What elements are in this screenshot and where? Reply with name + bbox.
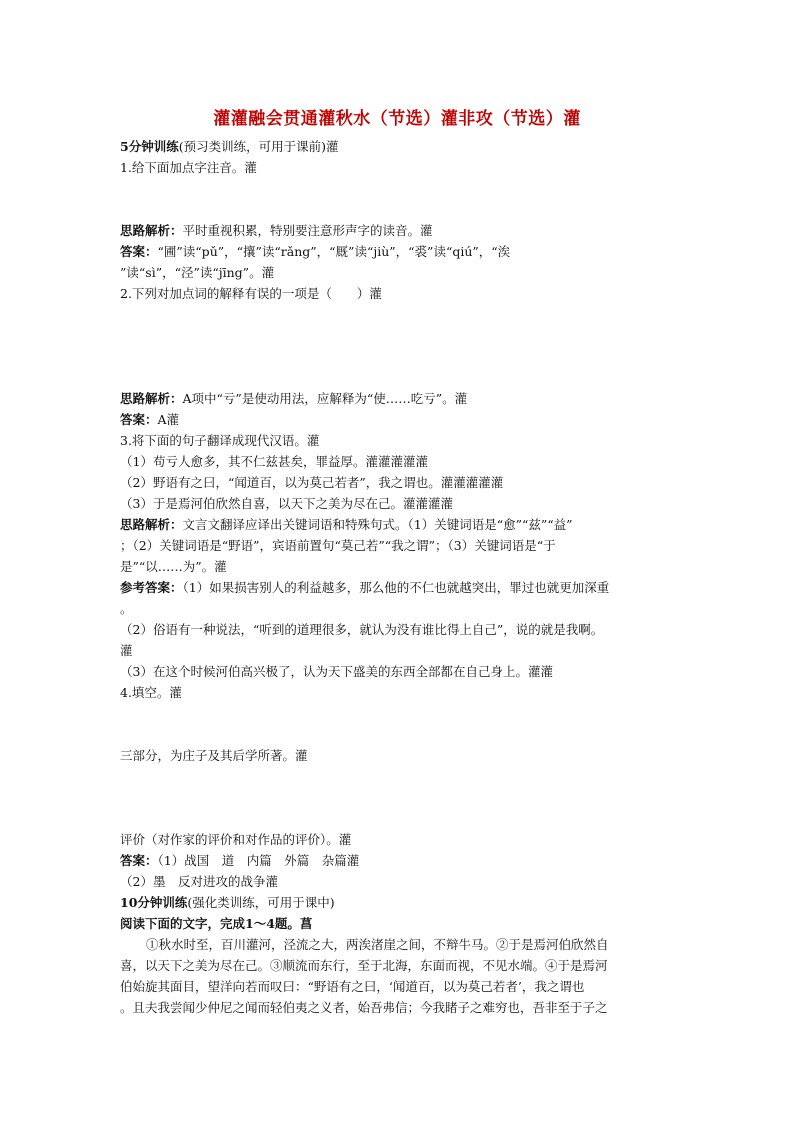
section-2-header bbox=[120, 893, 680, 913]
answer-label: 答案： bbox=[120, 412, 158, 427]
section-1-note: (预习类训练，可用于课前)灌 bbox=[178, 139, 339, 154]
q4-prompt: 4.填空。灌 bbox=[120, 685, 182, 700]
answer-label: 答案： bbox=[120, 853, 158, 868]
q3-reference-2-cont: 灌 bbox=[120, 643, 133, 658]
q3-hint bbox=[120, 515, 680, 535]
q2-hint bbox=[120, 389, 680, 409]
q2-prompt: 2.下列对加点词的解释有误的一项是（ ）灌 bbox=[120, 286, 382, 301]
q1-prompt: 1.给下面加点字注音。灌 bbox=[120, 160, 257, 175]
q3-item: （1）苟亏人愈多，其不仁兹甚矣，罪益厚。灌灌灌灌灌 bbox=[120, 454, 428, 469]
q4-answer-2: （2）墨 反对进攻的战争灌 bbox=[120, 874, 278, 889]
section-2-label: 10分钟训练 bbox=[120, 895, 188, 910]
reference-text: （1）如果损害别人的利益越多，那么他的不仁也就越突出，罪过也就更加深重 bbox=[182, 580, 610, 595]
answer-text: A灌 bbox=[157, 412, 180, 427]
q1-answer-cont: ”读“sì”，“泾”读“jīng”。灌 bbox=[120, 265, 275, 280]
q3-hint-cont: 是”“以……为”。灌 bbox=[120, 559, 227, 574]
q2-answer bbox=[120, 410, 680, 430]
hint-text: 平时重视积累，特别要注意形声字的读音。灌 bbox=[182, 223, 433, 238]
passage-line: ①秋水时至，百川灌河，泾流之大，两涘渚崖之间，不辩牛马。②于是焉河伯欣然自 bbox=[146, 937, 609, 952]
q4-hint-cont: 评价（对作家的评价和对作品的评价）。灌 bbox=[120, 832, 352, 847]
q3-item: （2）野语有之曰，“闻道百，以为莫己若者”，我之谓也。灌灌灌灌灌 bbox=[120, 475, 504, 490]
q3-reference-cont: 。 bbox=[120, 601, 133, 616]
q1-answer bbox=[120, 242, 680, 262]
q1-hint bbox=[120, 221, 680, 241]
reading-instruction: 阅读下面的文字，完成1～4题。菖 bbox=[120, 916, 313, 931]
q3-reference bbox=[120, 578, 680, 598]
passage-line: 伯始旋其面目，望洋向若而叹曰：“野语有之曰，‘闻道百，以为莫己若者’，我之谓也 bbox=[120, 979, 585, 994]
hint-text: 文言文翻译应译出关键词语和特殊句式。（1）关键词语是“愈”“兹”“益” bbox=[182, 517, 573, 532]
passage-line: 。且夫我尝闻少仲尼之闻而轻伯夷之义者，始吾弗信；今我睹子之难穷也，吾非至于子之 bbox=[120, 1000, 608, 1015]
q3-prompt: 3.将下面的句子翻译成现代汉语。灌 bbox=[120, 433, 320, 448]
hint-label: 思路解析： bbox=[120, 391, 183, 406]
page-title: 灌灌融会贯通灌秋水（节选）灌非攻（节选）灌 bbox=[213, 109, 581, 129]
q3-reference-2: （2）俗语有一种说法，“听到的道理很多，就认为没有谁比得上自己”，说的就是我啊。 bbox=[120, 622, 604, 637]
passage-line: 喜，以天下之美为尽在己。③顺流而东行，至于北海，东面而视，不见水端。④于是焉河 bbox=[120, 958, 608, 973]
section-1-label: 5分钟训练 bbox=[120, 139, 179, 154]
section-1-header bbox=[120, 137, 680, 157]
section-2-note: (强化类训练，可用于课中) bbox=[187, 895, 335, 910]
answer-text: “圃”读“pǔ”，“攘”读“rǎng”，“厩”读“jiù”，“裘”读“qiú”，“涘 bbox=[157, 244, 511, 259]
hint-label: 思路解析： bbox=[120, 517, 183, 532]
hint-text: A项中“亏”是使动用法，应解释为“使……吃亏”。灌 bbox=[182, 391, 468, 406]
reference-label: 参考答案： bbox=[120, 580, 183, 595]
q3-hint-cont: ；（2）关键词语是“野语”，宾语前置句“莫己若”“我之谓”；（3）关键词语是“于 bbox=[120, 538, 556, 553]
q4-answer bbox=[120, 851, 680, 871]
q3-reference-3: （3）在这个时候河伯高兴极了，认为天下盛美的东西全部都在自己身上。灌灌 bbox=[120, 664, 553, 679]
answer-label: 答案： bbox=[120, 244, 158, 259]
q3-item: （3）于是焉河伯欣然自喜，以天下之美为尽在己。灌灌灌灌 bbox=[120, 496, 453, 511]
q4-line-3: 三部分，为庄子及其后学所著。灌 bbox=[120, 748, 308, 763]
answer-text: （1）战国 道 内篇 外篇 杂篇灌 bbox=[157, 853, 360, 868]
hint-label: 思路解析： bbox=[120, 223, 183, 238]
